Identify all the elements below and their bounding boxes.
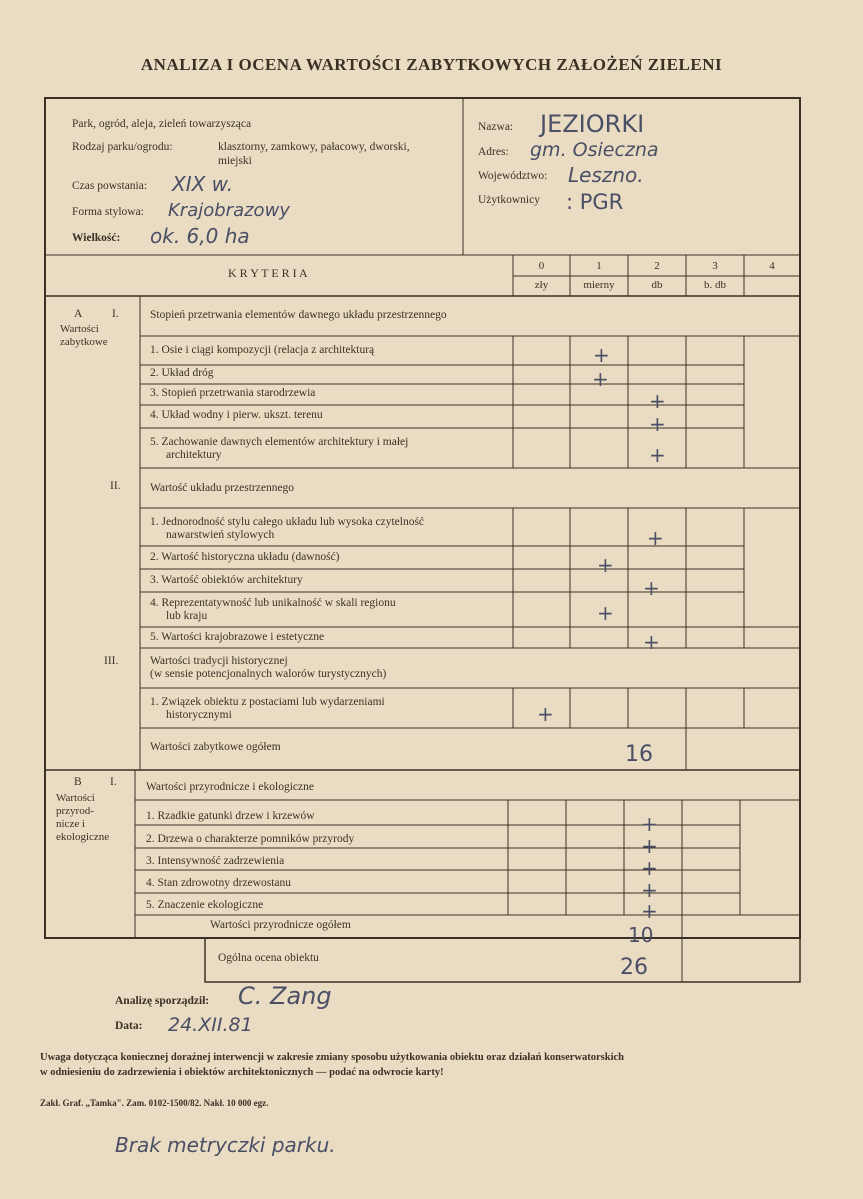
criterion-a-ii-2: 2. Wartość historyczna układu (dawność) — [150, 551, 340, 563]
rodzaj-label: Rodzaj parku/ogrodu: — [72, 141, 173, 153]
criterion-a-i-1: 1. Osie i ciągi kompozycji (relacja z architekturą — [150, 344, 375, 356]
warning-line-2: w odniesieniu do zadrzewienia i obiektów architektonicznych — podać na odwrocie karty! — [40, 1067, 444, 1078]
criterion-b-i-4: 4. Stan zdrowotny drzewostanu — [146, 877, 291, 889]
total-b-value: 10 — [628, 923, 654, 947]
score-1: 1 — [596, 260, 602, 272]
criterion-b-i-5: 5. Znaczenie ekologiczne — [146, 899, 264, 911]
mark-b-i-5: + — [641, 899, 658, 923]
section-b-name: Wartości — [56, 792, 95, 804]
czas-value: XIX w. — [172, 172, 234, 196]
mark-a-ii-2: + — [597, 553, 614, 577]
uzytkownicy-label: Użytkownicy — [478, 194, 540, 206]
section-a-name-2: zabytkowe — [60, 336, 108, 348]
mark-a-i-5: + — [649, 443, 666, 467]
data-label: Data: — [115, 1020, 143, 1032]
section-a-letter: A — [74, 308, 83, 320]
form-title: ANALIZA I OCENA WARTOŚCI ZABYTKOWYCH ZAŁOŻEŃ ZIELENI — [140, 55, 723, 74]
score-3: 3 — [712, 260, 718, 272]
criterion-b-i-3: 3. Intensywność zadrzewienia — [146, 855, 285, 867]
mark-a-i-4: + — [649, 412, 666, 436]
adres-label: Adres: — [478, 146, 509, 158]
score-0: 0 — [538, 260, 545, 272]
criterion-a-ii-5: 5. Wartości krajobrazowe i estetyczne — [150, 631, 325, 643]
section-b-name-3: nicze i — [56, 818, 86, 830]
criterion-b-i-2: 2. Drzewa o charakterze pomników przyrody — [146, 833, 355, 845]
park-types-label: Park, ogród, aleja, zieleń towarzysząca — [72, 118, 252, 130]
score-2: 2 — [654, 260, 660, 272]
overall-value: 26 — [620, 955, 648, 980]
mark-a-i-1: + — [593, 343, 610, 367]
criterion-a-ii-1: 1. Jednorodność stylu całego układu lub wysoka czytelność — [150, 516, 425, 528]
section-a-roman: I. — [112, 308, 119, 320]
criterion-a-ii-3: 3. Wartość obiektów architektury — [150, 574, 303, 586]
criterion-a-iii-1: 1. Związek obiektu z postaciami lub wydarzeniami — [150, 696, 385, 708]
data-value: 24.XII.81 — [168, 1014, 253, 1036]
mark-a-ii-3: + — [643, 576, 660, 600]
score-label-2: db — [651, 279, 663, 291]
warning-line-1: Uwaga dotycząca koniecznej doraźnej interwencji w zakresie zmiany sposobu użytkowania obiektu oraz działań konserwatorskich — [40, 1052, 624, 1063]
group-a-iii-title: Wartości tradycji historycznej — [150, 655, 288, 667]
section-b-roman: I. — [110, 776, 117, 788]
score-label-0: zły — [534, 279, 549, 291]
section-b-name-4: ekologiczne — [56, 831, 110, 843]
score-label-1: mierny — [583, 279, 615, 291]
group-a-ii-title: Wartość układu przestrzennego — [150, 482, 295, 494]
mark-b-i-1: + — [641, 812, 658, 836]
wojewodztwo-value: Leszno. — [568, 163, 644, 187]
printer-info: Zakł. Graf. „Tamka". Zam. 0102-1500/82. Nakł. 10 000 egz. — [40, 1098, 269, 1108]
wielkosc-value: ok. 6,0 ha — [150, 224, 250, 248]
wielkosc-label: Wielkość: — [72, 232, 121, 244]
mark-a-ii-4: + — [597, 601, 614, 625]
group-a-ii-roman: II. — [110, 480, 121, 492]
criterion-a-i-5-cont: architektury — [166, 449, 222, 461]
adres-value: gm. Osieczna — [530, 139, 659, 161]
criterion-a-i-5: 5. Zachowanie dawnych elementów architektury i małej — [150, 436, 409, 448]
nazwa-label: Nazwa: — [478, 121, 514, 133]
score-label-3: b. db — [704, 279, 726, 291]
uzytkownicy-value: : PGR — [566, 190, 624, 214]
section-b-letter: B — [74, 776, 82, 788]
rodzaj-options: klasztorny, zamkowy, pałacowy, dworski, — [218, 141, 410, 153]
group-b-i-title: Wartości przyrodnicze i ekologiczne — [146, 781, 314, 793]
criterion-a-i-3: 3. Stopień przetrwania starodrzewia — [150, 387, 316, 399]
mark-b-i-2: + — [641, 834, 658, 858]
handwritten-note: Brak metryczki parku. — [115, 1133, 336, 1157]
forma-label: Forma stylowa: — [72, 206, 144, 218]
mark-a-ii-5: + — [643, 630, 660, 654]
analiza-label: Analizę sporządził: — [115, 995, 210, 1007]
score-4: 4 — [769, 260, 775, 272]
czas-label: Czas powstania: — [72, 180, 148, 192]
forma-value: Krajobrazowy — [168, 200, 290, 221]
mark-a-i-3: + — [649, 389, 666, 413]
overall-label: Ogólna ocena obiektu — [218, 952, 319, 964]
section-b-name-2: przyrod- — [56, 805, 94, 817]
criterion-a-ii-1-cont: nawarstwień stylowych — [166, 529, 275, 541]
criterion-a-ii-4-cont: lub kraju — [166, 610, 208, 622]
total-a-value: 16 — [625, 742, 653, 767]
nazwa-value: JEZIORKI — [540, 110, 645, 138]
total-b-label: Wartości przyrodnicze ogółem — [210, 919, 351, 931]
group-a-i-title: Stopień przetrwania elementów dawnego układu przestrzennego — [150, 309, 447, 321]
criterion-b-i-1: 1. Rzadkie gatunki drzew i krzewów — [146, 810, 315, 822]
total-a-label: Wartości zabytkowe ogółem — [150, 741, 281, 753]
criterion-a-iii-1-cont: historycznymi — [166, 709, 232, 721]
mark-a-ii-1: + — [647, 526, 664, 550]
criterion-a-ii-4: 4. Reprezentatywność lub unikalność w skali regionu — [150, 597, 396, 609]
mark-a-i-2: + — [592, 367, 609, 391]
analiza-signature: C. Zang — [238, 982, 332, 1010]
wojewodztwo-label: Województwo: — [478, 170, 548, 182]
group-a-iii-subtitle: (w sensie potencjonalnych walorów turystycznych) — [150, 668, 387, 680]
criterion-a-i-2: 2. Układ dróg — [150, 367, 214, 379]
mark-a-iii-1: + — [537, 702, 554, 726]
rodzaj-options-2: miejski — [218, 155, 252, 167]
criterion-a-i-4: 4. Układ wodny i pierw. ukszt. terenu — [150, 409, 323, 421]
mark-b-i-4: + — [641, 878, 658, 902]
mark-b-i-3: + — [641, 856, 658, 880]
group-a-iii-roman: III. — [104, 655, 119, 667]
criteria-header: K R Y T E R I A — [228, 266, 308, 280]
section-a-name: Wartości — [60, 323, 99, 335]
